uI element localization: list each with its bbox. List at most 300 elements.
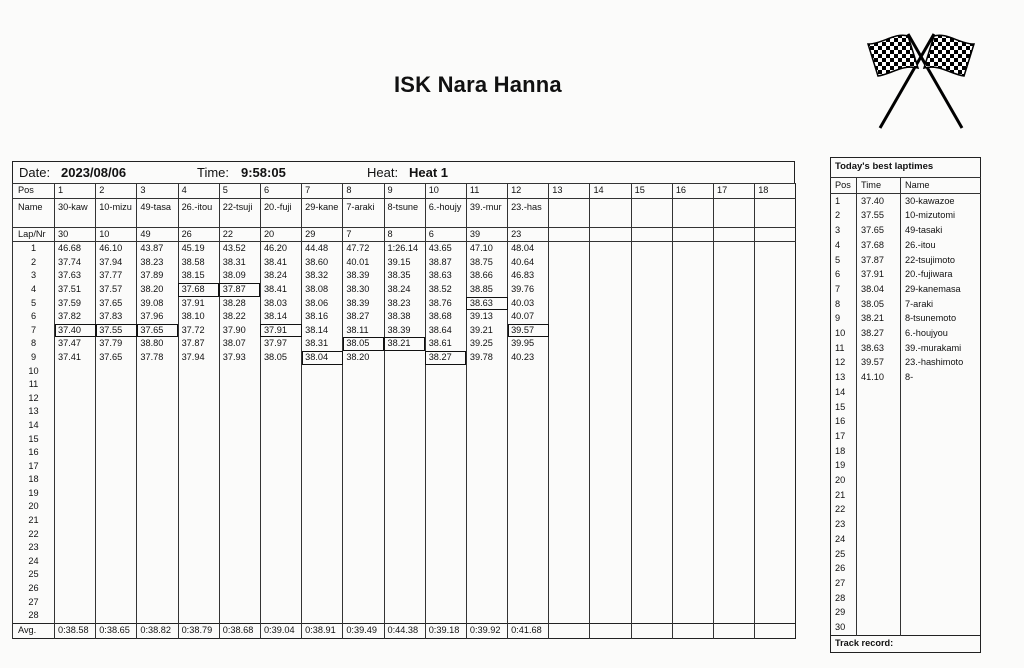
lap-time-cell bbox=[755, 460, 796, 474]
best-pos-cell: 26 bbox=[831, 561, 857, 576]
lap-time-cell bbox=[549, 528, 590, 542]
lap-time-cell bbox=[755, 514, 796, 528]
lap-time-cell bbox=[631, 609, 672, 623]
lap-time-cell bbox=[714, 419, 755, 433]
lap-time-cell bbox=[590, 256, 631, 270]
driver-name-cell: 29-kane bbox=[302, 198, 343, 227]
lap-time-cell: 43.65 bbox=[425, 242, 466, 256]
lap-number: 9 bbox=[13, 351, 55, 365]
lap-number: 18 bbox=[13, 473, 55, 487]
average-cell: 0:39.18 bbox=[425, 623, 466, 638]
lap-time-cell bbox=[260, 514, 301, 528]
best-name-cell bbox=[901, 502, 981, 517]
lap-time-cell bbox=[549, 297, 590, 311]
best-lap-row bbox=[831, 458, 981, 473]
lap-time-cell: 40.64 bbox=[508, 256, 549, 270]
lap-time-cell: 39.76 bbox=[508, 283, 549, 297]
lap-time-cell bbox=[96, 433, 137, 447]
lap-time-cell bbox=[96, 365, 137, 379]
best-name-cell bbox=[901, 547, 981, 562]
lap-time-cell bbox=[549, 555, 590, 569]
lap-time-cell: 38.05 bbox=[260, 351, 301, 365]
best-pos-cell: 1 bbox=[831, 193, 857, 208]
lap-time-cell bbox=[96, 582, 137, 596]
lap-time-cell bbox=[425, 568, 466, 582]
lap-time-cell bbox=[96, 596, 137, 610]
best-pos-cell: 19 bbox=[831, 458, 857, 473]
best-name-cell: 6.-houjyou bbox=[905, 328, 948, 339]
lap-time-cell bbox=[549, 256, 590, 270]
position-row bbox=[13, 184, 796, 199]
lap-row bbox=[13, 365, 796, 379]
lap-time-cell bbox=[549, 433, 590, 447]
lap-time-cell bbox=[714, 446, 755, 460]
lap-time-cell bbox=[137, 596, 178, 610]
lap-time-cell: 38.41 bbox=[260, 283, 301, 297]
lap-time-cell bbox=[466, 405, 507, 419]
lap-time-cell bbox=[672, 568, 713, 582]
kart-number-row bbox=[13, 227, 796, 242]
lap-time-cell bbox=[714, 528, 755, 542]
best-name-cell bbox=[901, 458, 981, 473]
lap-time-cell: 44.48 bbox=[302, 242, 343, 256]
lap-time-cell bbox=[260, 419, 301, 433]
driver-name-cell: 8-tsune bbox=[384, 198, 425, 227]
lap-row bbox=[13, 351, 796, 365]
lap-time-cell: 38.14 bbox=[302, 324, 343, 338]
lap-time-cell bbox=[260, 609, 301, 623]
position-cell: 6 bbox=[260, 184, 301, 199]
track-record-label: Track record: bbox=[831, 635, 981, 652]
position-cell: 12 bbox=[508, 184, 549, 199]
lap-time-cell bbox=[672, 419, 713, 433]
lap-time-cell: 43.52 bbox=[219, 242, 260, 256]
best-time-cell: 38.27 bbox=[857, 326, 901, 341]
lap-time-cell bbox=[549, 324, 590, 338]
lap-time-cell bbox=[672, 324, 713, 338]
lap-time-cell bbox=[55, 392, 96, 406]
lap-time-cell: 38.64 bbox=[425, 324, 466, 338]
lap-time-cell bbox=[466, 514, 507, 528]
lap-time-cell bbox=[672, 405, 713, 419]
lap-time-cell bbox=[549, 405, 590, 419]
lap-time-cell bbox=[590, 568, 631, 582]
lap-time-cell bbox=[260, 500, 301, 514]
lap-time-cell bbox=[466, 378, 507, 392]
lap-time-cell bbox=[302, 500, 343, 514]
lap-time-cell bbox=[302, 446, 343, 460]
checkered-flags-icon bbox=[862, 30, 980, 134]
best-lap-row bbox=[831, 444, 981, 459]
lap-time-cell bbox=[549, 269, 590, 283]
lap-time-cell bbox=[302, 555, 343, 569]
lap-time-cell bbox=[302, 419, 343, 433]
lap-time-cell bbox=[343, 487, 384, 501]
lap-time-cell bbox=[425, 446, 466, 460]
lap-time-cell: 37.91 bbox=[178, 297, 219, 311]
lap-time-cell: 38.27 bbox=[343, 310, 384, 324]
lap-time-cell bbox=[755, 337, 796, 351]
lap-time-cell bbox=[672, 541, 713, 555]
lap-time-cell: 38.11 bbox=[343, 324, 384, 338]
lap-time-cell bbox=[590, 582, 631, 596]
lap-time-cell bbox=[631, 365, 672, 379]
lap-nr-label: Lap/Nr bbox=[13, 227, 55, 242]
lap-time-cell bbox=[714, 269, 755, 283]
kart-number-cell: 20 bbox=[260, 227, 301, 242]
position-cell: 13 bbox=[549, 184, 590, 199]
kart-number-cell bbox=[672, 227, 713, 242]
lap-time-cell bbox=[137, 446, 178, 460]
lap-time-cell bbox=[302, 487, 343, 501]
position-cell: 18 bbox=[755, 184, 796, 199]
lap-time-cell bbox=[466, 582, 507, 596]
lap-number: 22 bbox=[13, 528, 55, 542]
heat-label: Heat: bbox=[367, 165, 399, 180]
lap-time-cell bbox=[714, 297, 755, 311]
lap-time-cell bbox=[672, 269, 713, 283]
lap-row bbox=[13, 242, 796, 256]
lap-time-cell bbox=[672, 446, 713, 460]
best-lap-row bbox=[831, 547, 981, 562]
lap-time-cell bbox=[549, 582, 590, 596]
driver-name-cell bbox=[631, 198, 672, 227]
best-name-cell: 22-tsujimoto bbox=[905, 254, 956, 265]
best-name-cell bbox=[901, 429, 981, 444]
best-col-pos: Pos bbox=[831, 178, 857, 194]
lap-time-cell bbox=[590, 528, 631, 542]
lap-time-cell bbox=[590, 473, 631, 487]
average-cell bbox=[755, 623, 796, 638]
lap-time-cell bbox=[631, 269, 672, 283]
lap-time-cell bbox=[178, 609, 219, 623]
lap-time-cell: 38.35 bbox=[384, 269, 425, 283]
lap-time-cell bbox=[508, 487, 549, 501]
best-lap-cell: 38.63 bbox=[466, 297, 507, 311]
lap-time-cell bbox=[549, 446, 590, 460]
lap-time-cell bbox=[714, 460, 755, 474]
kart-number-cell: 7 bbox=[343, 227, 384, 242]
lap-time-cell bbox=[590, 419, 631, 433]
lap-time-cell bbox=[55, 460, 96, 474]
lap-time-cell bbox=[302, 378, 343, 392]
lap-time-cell bbox=[219, 582, 260, 596]
lap-time-cell bbox=[302, 460, 343, 474]
lap-time-cell bbox=[590, 310, 631, 324]
lap-time-cell: 38.41 bbox=[260, 256, 301, 270]
average-cell bbox=[590, 623, 631, 638]
best-name-cell: 39.-murakami bbox=[905, 342, 962, 353]
position-cell: 14 bbox=[590, 184, 631, 199]
lap-time-cell bbox=[755, 433, 796, 447]
lap-time-cell: 40.03 bbox=[508, 297, 549, 311]
lap-time-cell bbox=[55, 582, 96, 596]
lap-time-cell bbox=[590, 541, 631, 555]
lap-time-cell bbox=[384, 609, 425, 623]
lap-number: 24 bbox=[13, 555, 55, 569]
lap-times-table bbox=[12, 183, 796, 639]
best-pos-cell: 10 bbox=[831, 326, 857, 341]
lap-time-cell bbox=[590, 392, 631, 406]
lap-time-cell: 38.08 bbox=[302, 283, 343, 297]
lap-time-cell bbox=[631, 337, 672, 351]
lap-time-cell: 37.96 bbox=[137, 310, 178, 324]
lap-time-cell bbox=[55, 609, 96, 623]
lap-time-cell bbox=[137, 541, 178, 555]
lap-time-cell bbox=[631, 242, 672, 256]
lap-time-cell bbox=[714, 392, 755, 406]
lap-time-cell: 38.32 bbox=[302, 269, 343, 283]
lap-time-cell bbox=[508, 378, 549, 392]
lap-time-cell bbox=[343, 568, 384, 582]
lap-row bbox=[13, 405, 796, 419]
lap-row bbox=[13, 446, 796, 460]
time-value: 9:58:05 bbox=[241, 165, 286, 180]
lap-row bbox=[13, 487, 796, 501]
best-lap-row bbox=[831, 238, 981, 253]
best-time-cell: 38.21 bbox=[857, 311, 901, 326]
lap-time-cell bbox=[508, 460, 549, 474]
lap-time-cell bbox=[590, 405, 631, 419]
lap-time-cell bbox=[96, 405, 137, 419]
lap-time-cell bbox=[55, 514, 96, 528]
lap-time-cell bbox=[343, 582, 384, 596]
lap-time-cell: 38.39 bbox=[384, 324, 425, 338]
lap-time-cell bbox=[590, 609, 631, 623]
lap-time-cell: 38.39 bbox=[343, 297, 384, 311]
lap-time-cell: 38.23 bbox=[137, 256, 178, 270]
lap-time-cell bbox=[631, 500, 672, 514]
lap-number: 16 bbox=[13, 446, 55, 460]
lap-time-cell bbox=[631, 378, 672, 392]
best-pos-cell: 23 bbox=[831, 517, 857, 532]
best-lap-cell: 38.27 bbox=[425, 351, 466, 365]
lap-row bbox=[13, 297, 796, 311]
best-pos-cell: 8 bbox=[831, 297, 857, 312]
lap-time-cell: 46.20 bbox=[260, 242, 301, 256]
lap-time-cell bbox=[55, 568, 96, 582]
best-lap-row bbox=[831, 326, 981, 341]
lap-time-cell bbox=[96, 500, 137, 514]
lap-time-cell bbox=[672, 392, 713, 406]
lap-time-cell bbox=[384, 473, 425, 487]
lap-time-cell bbox=[137, 555, 178, 569]
lap-number: 11 bbox=[13, 378, 55, 392]
driver-name-cell bbox=[549, 198, 590, 227]
lap-time-cell bbox=[508, 514, 549, 528]
best-lap-row bbox=[831, 576, 981, 591]
lap-time-cell bbox=[302, 514, 343, 528]
best-lap-cell: 38.21 bbox=[384, 337, 425, 351]
driver-name-cell: 23.-has bbox=[508, 198, 549, 227]
best-name-cell: 49-tasaki bbox=[905, 225, 943, 236]
best-laptimes-table bbox=[830, 157, 981, 653]
lap-time-cell: 38.23 bbox=[384, 297, 425, 311]
lap-time-cell bbox=[549, 541, 590, 555]
lap-time-cell: 38.31 bbox=[219, 256, 260, 270]
lap-time-cell bbox=[508, 555, 549, 569]
lap-time-cell bbox=[137, 568, 178, 582]
lap-time-cell: 37.90 bbox=[219, 324, 260, 338]
best-lap-row bbox=[831, 429, 981, 444]
best-name-cell: 29-kanemasa bbox=[905, 283, 961, 294]
driver-name-cell: 22-tsuji bbox=[219, 198, 260, 227]
lap-time-cell bbox=[590, 500, 631, 514]
driver-name-cell bbox=[672, 198, 713, 227]
best-lap-row bbox=[831, 591, 981, 606]
best-lap-row bbox=[831, 502, 981, 517]
best-time-cell bbox=[857, 517, 901, 532]
best-pos-cell: 18 bbox=[831, 444, 857, 459]
lap-time-cell bbox=[96, 473, 137, 487]
lap-time-cell bbox=[631, 419, 672, 433]
best-lap-row bbox=[831, 532, 981, 547]
lap-time-cell bbox=[755, 419, 796, 433]
page-title: ISK Nara Hanna bbox=[394, 72, 562, 97]
best-time-cell bbox=[857, 458, 901, 473]
best-time-cell: 37.65 bbox=[857, 223, 901, 238]
lap-time-cell bbox=[590, 324, 631, 338]
best-pos-cell: 16 bbox=[831, 414, 857, 429]
lap-time-cell bbox=[178, 378, 219, 392]
best-laptimes-title: Today's best laptimes bbox=[831, 158, 981, 178]
lap-time-cell bbox=[260, 541, 301, 555]
lap-time-cell: 43.87 bbox=[137, 242, 178, 256]
lap-number: 20 bbox=[13, 500, 55, 514]
kart-number-cell bbox=[755, 227, 796, 242]
best-lap-row bbox=[831, 267, 981, 282]
lap-time-cell bbox=[755, 528, 796, 542]
position-cell: 8 bbox=[343, 184, 384, 199]
best-name-cell bbox=[901, 444, 981, 459]
lap-time-cell: 38.06 bbox=[302, 297, 343, 311]
lap-time-cell: 37.78 bbox=[137, 351, 178, 365]
lap-time-cell: 38.24 bbox=[384, 283, 425, 297]
lap-time-cell bbox=[508, 609, 549, 623]
lap-time-cell bbox=[425, 609, 466, 623]
lap-time-cell bbox=[384, 528, 425, 542]
lap-time-cell bbox=[508, 500, 549, 514]
lap-time-cell bbox=[714, 337, 755, 351]
lap-time-cell bbox=[425, 500, 466, 514]
position-cell: 2 bbox=[96, 184, 137, 199]
lap-time-cell bbox=[631, 582, 672, 596]
best-lap-row bbox=[831, 488, 981, 503]
lap-time-cell: 37.65 bbox=[96, 351, 137, 365]
lap-time-cell bbox=[755, 446, 796, 460]
average-cell: 0:38.58 bbox=[55, 623, 96, 638]
lap-time-cell bbox=[631, 568, 672, 582]
lap-time-cell bbox=[631, 460, 672, 474]
average-cell: 0:39.49 bbox=[343, 623, 384, 638]
lap-time-cell bbox=[425, 460, 466, 474]
best-pos-cell: 30 bbox=[831, 620, 857, 635]
lap-time-cell bbox=[260, 473, 301, 487]
lap-time-cell bbox=[672, 528, 713, 542]
lap-row bbox=[13, 514, 796, 528]
lap-time-cell bbox=[178, 568, 219, 582]
best-name-cell bbox=[901, 473, 981, 488]
lap-time-cell bbox=[137, 419, 178, 433]
lap-time-cell bbox=[508, 596, 549, 610]
lap-time-cell bbox=[508, 365, 549, 379]
lap-time-cell bbox=[590, 337, 631, 351]
lap-time-cell bbox=[219, 609, 260, 623]
best-pos-cell: 5 bbox=[831, 253, 857, 268]
position-cell: 10 bbox=[425, 184, 466, 199]
lap-time-cell bbox=[178, 365, 219, 379]
lap-time-cell bbox=[137, 473, 178, 487]
driver-name-cell bbox=[590, 198, 631, 227]
lap-time-cell bbox=[631, 405, 672, 419]
lap-time-cell bbox=[178, 596, 219, 610]
lap-time-cell: 45.19 bbox=[178, 242, 219, 256]
lap-time-cell: 46.10 bbox=[96, 242, 137, 256]
average-cell: 0:38.79 bbox=[178, 623, 219, 638]
lap-time-cell bbox=[755, 596, 796, 610]
lap-time-cell: 38.07 bbox=[219, 337, 260, 351]
lap-time-cell: 38.28 bbox=[219, 297, 260, 311]
best-pos-cell: 14 bbox=[831, 385, 857, 400]
driver-name-cell: 30-kaw bbox=[55, 198, 96, 227]
lap-results-sheet bbox=[12, 161, 795, 639]
lap-time-cell bbox=[343, 514, 384, 528]
lap-time-cell bbox=[55, 528, 96, 542]
best-pos-cell: 9 bbox=[831, 311, 857, 326]
lap-time-cell bbox=[178, 555, 219, 569]
driver-name-cell: 10-mizu bbox=[96, 198, 137, 227]
best-pos-cell: 24 bbox=[831, 532, 857, 547]
best-name-cell: 10-mizutomi bbox=[905, 210, 956, 221]
lap-time-cell: 37.97 bbox=[260, 337, 301, 351]
lap-time-cell bbox=[343, 528, 384, 542]
lap-time-cell bbox=[672, 242, 713, 256]
lap-row bbox=[13, 419, 796, 433]
best-name-cell bbox=[901, 591, 981, 606]
lap-time-cell bbox=[55, 487, 96, 501]
best-name-cell bbox=[901, 532, 981, 547]
lap-time-cell: 38.24 bbox=[260, 269, 301, 283]
average-cell bbox=[672, 623, 713, 638]
lap-time-cell bbox=[55, 446, 96, 460]
lap-time-cell bbox=[96, 378, 137, 392]
lap-time-cell bbox=[755, 609, 796, 623]
lap-time-cell bbox=[672, 256, 713, 270]
lap-time-cell bbox=[219, 392, 260, 406]
position-cell: 3 bbox=[137, 184, 178, 199]
best-time-cell: 38.04 bbox=[857, 282, 901, 297]
lap-time-cell bbox=[343, 541, 384, 555]
lap-time-cell bbox=[549, 473, 590, 487]
lap-row bbox=[13, 392, 796, 406]
best-lap-row bbox=[831, 193, 981, 208]
lap-time-cell bbox=[343, 392, 384, 406]
best-laptimes-panel bbox=[830, 157, 981, 653]
lap-number: 10 bbox=[13, 365, 55, 379]
best-pos-cell: 21 bbox=[831, 488, 857, 503]
lap-time-cell bbox=[425, 514, 466, 528]
lap-time-cell: 38.87 bbox=[425, 256, 466, 270]
lap-row bbox=[13, 568, 796, 582]
best-time-cell bbox=[857, 620, 901, 635]
lap-time-cell bbox=[96, 609, 137, 623]
lap-time-cell: 38.39 bbox=[343, 269, 384, 283]
best-pos-cell: 6 bbox=[831, 267, 857, 282]
lap-time-cell bbox=[260, 392, 301, 406]
lap-time-cell: 37.51 bbox=[55, 283, 96, 297]
lap-time-cell bbox=[714, 310, 755, 324]
best-time-cell bbox=[857, 429, 901, 444]
